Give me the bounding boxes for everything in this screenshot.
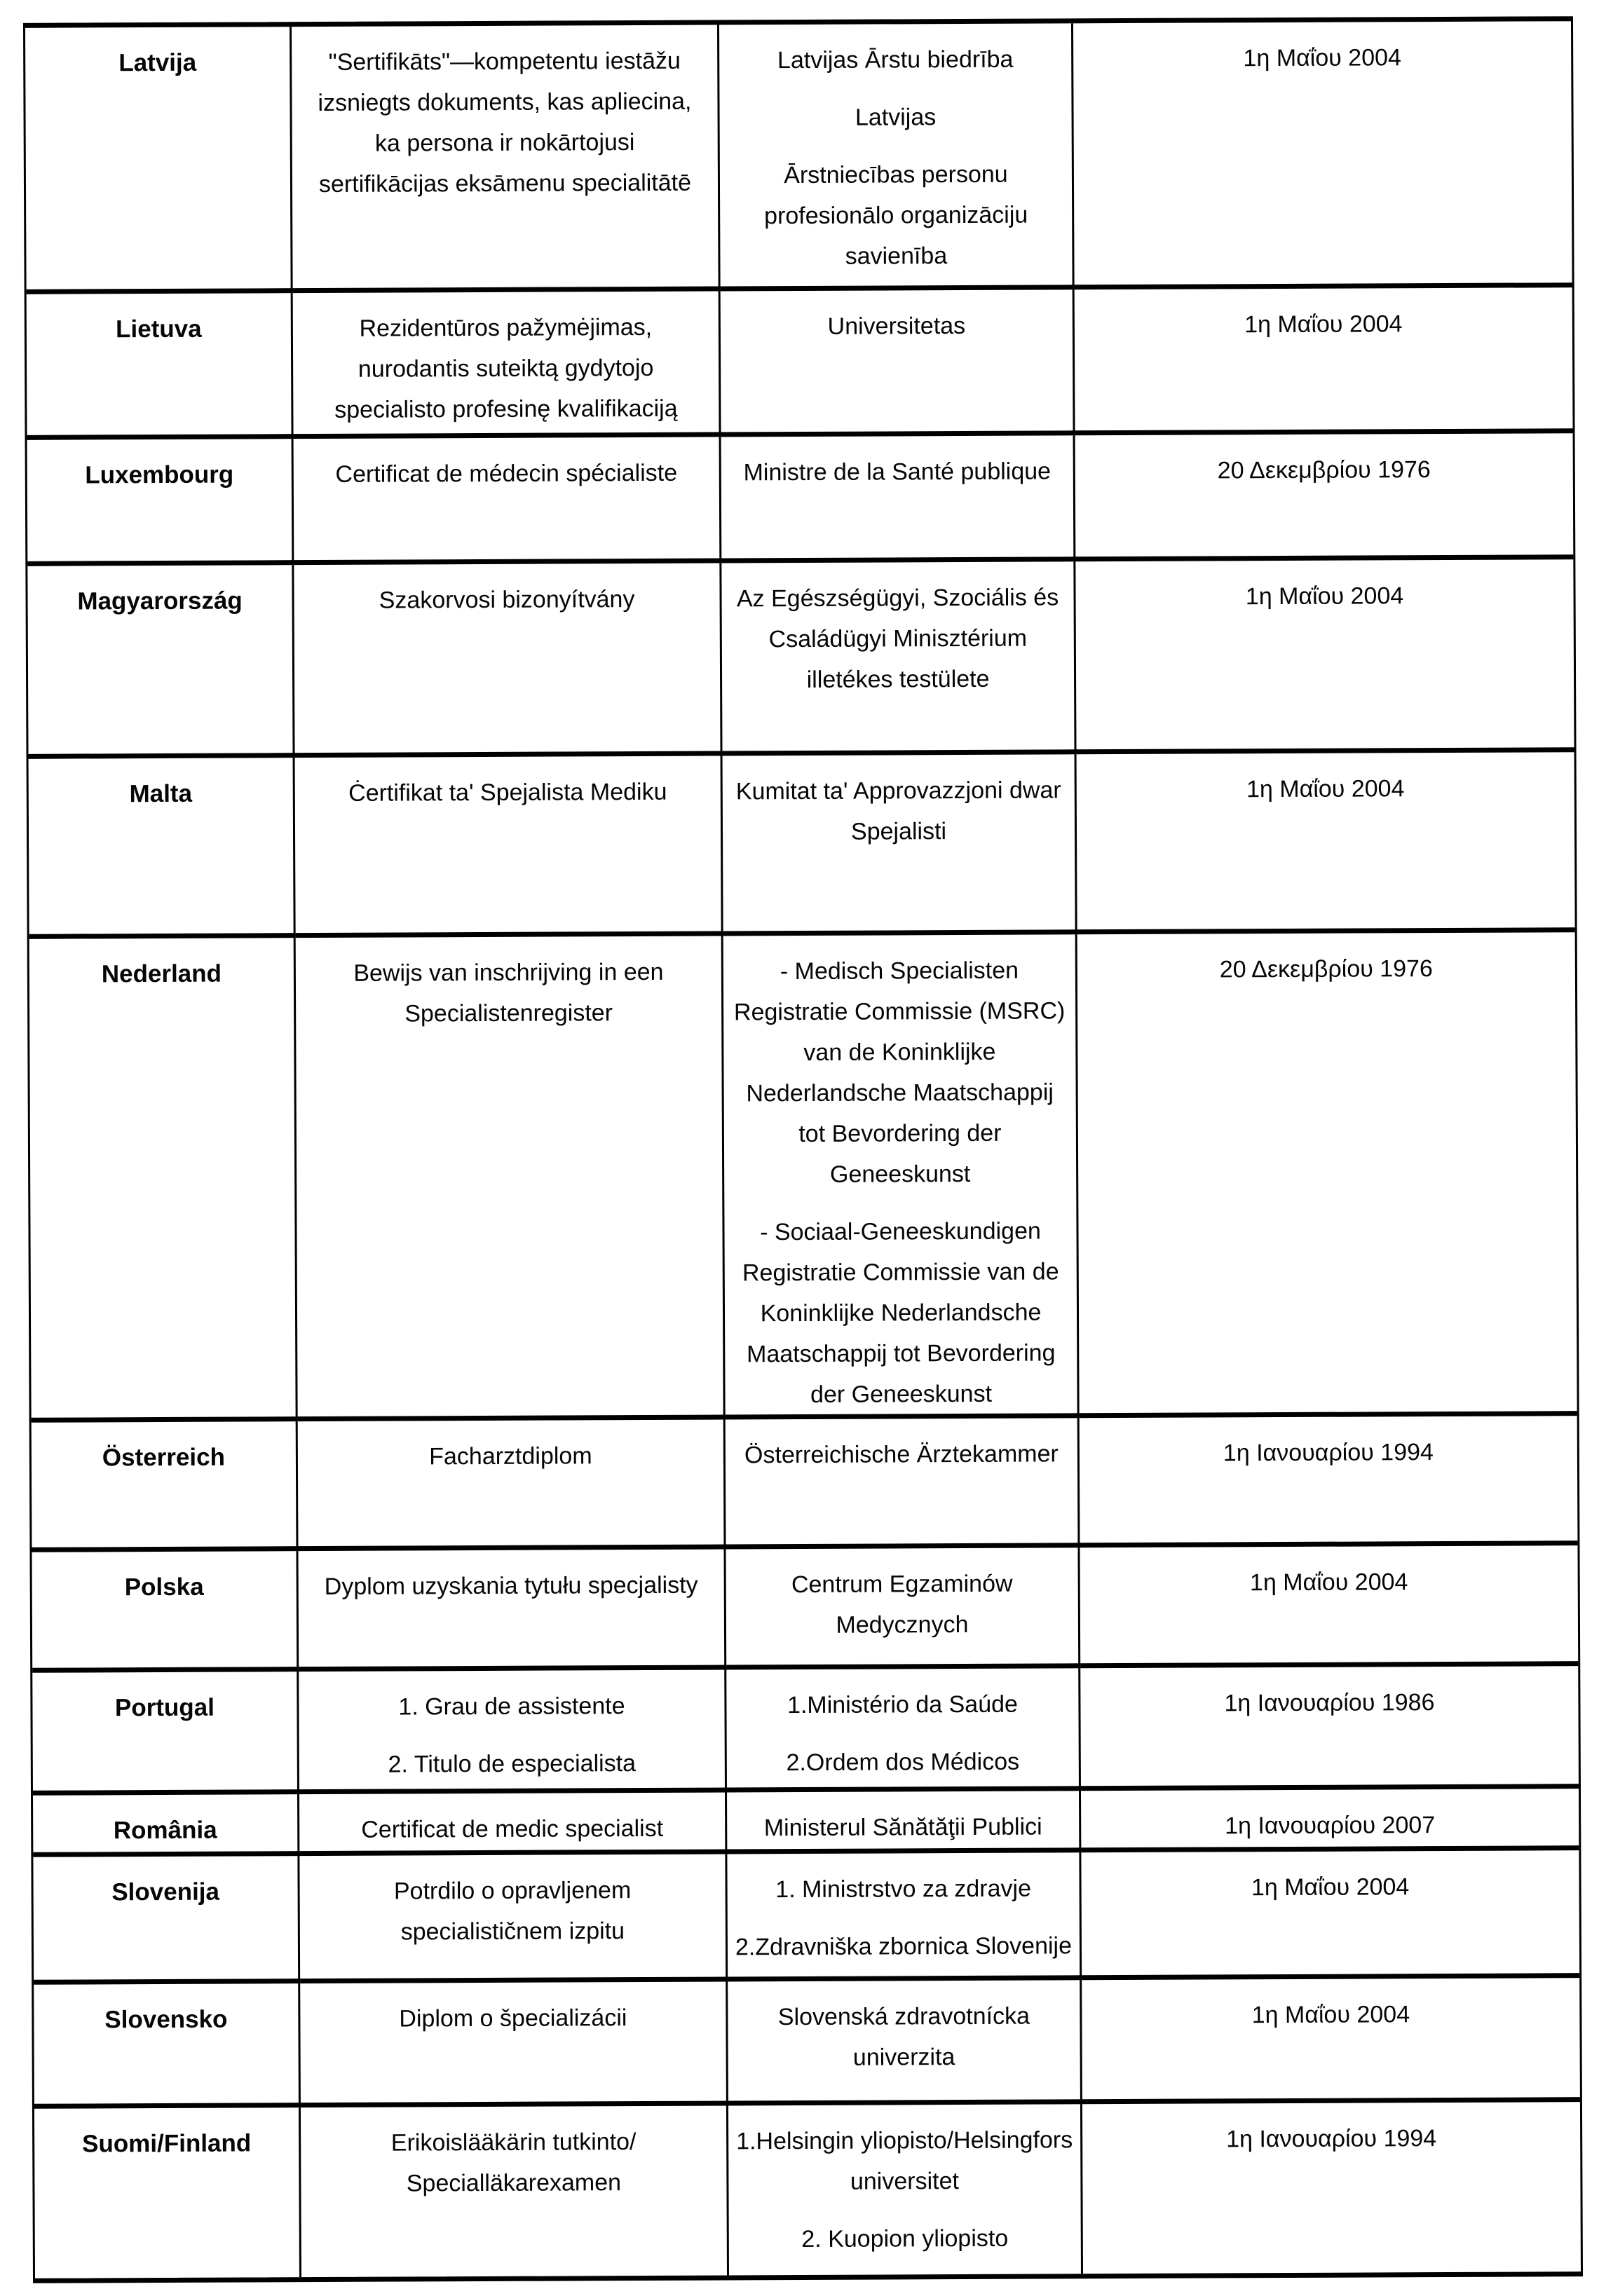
awarding-body-line-block	[728, 1995, 1080, 2078]
awarding-body-line: 1.Helsingin yliopisto/Helsingfors	[736, 2126, 1073, 2155]
country-cell	[25, 27, 293, 294]
reference-date-cell	[1075, 433, 1574, 561]
qualification-title-line-block	[299, 1742, 725, 1785]
qualification-title-line: izsniegts dokuments, kas apliecina,	[318, 88, 692, 117]
reference-date: 1η Μαΐου 2004	[1249, 1569, 1408, 1597]
reference-date: 20 Δεκεμβρίου 1976	[1219, 955, 1433, 983]
qualification-title-cell	[298, 1549, 726, 1672]
qualification-title-line-block	[294, 453, 719, 496]
country-name: Slovenija	[111, 1878, 220, 1906]
qualification-title-cell	[294, 437, 722, 566]
awarding-body-cell	[726, 1547, 1080, 1669]
awarding-body-line: Nederlandsche Maatschappij	[746, 1079, 1054, 1107]
reference-date: 1η Μαΐου 2004	[1251, 1873, 1410, 1901]
awarding-body-line: Az Egészségügyi, Szociális és	[736, 584, 1059, 613]
reference-date-cell	[1080, 1416, 1578, 1547]
awarding-body-line-block	[724, 1210, 1077, 1415]
awarding-body-line-block	[721, 451, 1073, 493]
awarding-body-line: Österreichische Ärztekammer	[744, 1440, 1059, 1469]
country-name: Polska	[124, 1573, 204, 1601]
awarding-body-cell	[726, 1418, 1080, 1549]
qualification-title-line: specialisto profesinę kvalifikaciją	[334, 395, 678, 423]
country-cell	[34, 1983, 301, 2109]
country-name: Lietuva	[116, 315, 202, 343]
awarding-body-line: Geneeskunst	[829, 1160, 971, 1188]
reference-date: 1η Ιανουαρίου 2007	[1225, 1812, 1436, 1840]
awarding-body-line: Slovenská zdravotnícka	[777, 2002, 1030, 2031]
awarding-body-line: 2.Ordem dos Médicos	[786, 1748, 1020, 1777]
reference-date: 20 Δεκεμβρίου 1976	[1217, 456, 1431, 484]
qualification-title-line-block	[296, 952, 722, 1035]
qualification-title-line: Rezidentūros pažymėjimas,	[359, 313, 653, 342]
qualification-title-line-block	[294, 579, 719, 622]
reference-date-cell	[1082, 2102, 1581, 2274]
country-name: Magyarország	[77, 587, 243, 615]
awarding-body-line: Ārstniecības personu	[784, 160, 1008, 189]
awarding-body-cell	[721, 435, 1076, 563]
qualification-title-line: Certificat de médecin spécialiste	[335, 459, 678, 488]
country-cell	[27, 565, 294, 759]
qualification-title-line-block	[299, 1685, 724, 1728]
awarding-body-line: Ministre de la Santé publique	[743, 458, 1052, 486]
country-cell	[33, 1794, 299, 1857]
qualification-title-cell	[296, 936, 726, 1421]
awarding-body-line: Kumitat ta' Approvazzjoni dwar	[735, 777, 1061, 805]
qualification-title-line-block	[298, 1435, 723, 1478]
awarding-body-line: tot Bevordering der	[798, 1119, 1002, 1148]
awarding-body-line: Universitetas	[827, 312, 966, 340]
awarding-body-cell	[723, 934, 1080, 1419]
awarding-body-line: profesionālo organizāciju	[764, 201, 1028, 230]
qualification-title-cell	[298, 1419, 726, 1551]
country-name: Slovensko	[104, 2005, 228, 2034]
qualification-title-line-block	[295, 772, 721, 814]
awarding-body-line: Koninklijke Nederlandsche	[760, 1299, 1042, 1327]
awarding-body-cell	[719, 23, 1075, 291]
awarding-body-line: Maatschappij tot Bevordering	[747, 1339, 1056, 1368]
awarding-body-line-block	[726, 1433, 1077, 1475]
qualification-title-line: Bewijs van inschrijving in een	[353, 958, 664, 987]
awarding-body-line-block	[720, 153, 1073, 277]
awarding-body-cell	[728, 2104, 1083, 2275]
qualification-title-line-block	[292, 41, 718, 205]
qualification-title-cell	[294, 563, 722, 758]
qualification-title-line: "Sertifikāts"—kompetentu iestāžu	[328, 47, 681, 76]
country-cell	[34, 2107, 301, 2278]
awarding-body-line-block	[727, 1806, 1079, 1848]
awarding-body-line: Registratie Commissie (MSRC)	[733, 997, 1066, 1026]
awarding-body-line-block	[726, 1563, 1079, 1646]
qualification-title-line: sertifikācijas eksāmenu specialitātē	[318, 169, 692, 198]
reference-date: 1η Μαΐου 2004	[1251, 2001, 1410, 2029]
qualification-title-line: 1. Grau de assistente	[398, 1693, 625, 1721]
qualification-title-line: 2. Titulo de especialista	[388, 1750, 637, 1778]
awarding-body-cell	[728, 1980, 1082, 2105]
awarding-body-line: savienība	[845, 242, 948, 270]
awarding-body-line: Spejalisti	[850, 818, 947, 845]
country-name: Suomi/Finland	[82, 2129, 252, 2158]
qualification-title-cell	[293, 292, 721, 439]
awarding-body-line-block	[729, 2218, 1081, 2260]
awarding-body-line-block	[726, 1683, 1078, 1726]
country-name: Malta	[129, 779, 193, 808]
qualifications-table	[23, 16, 1583, 2283]
reference-date: 1η Ιανουαρίου 1994	[1226, 2125, 1437, 2153]
reference-date: 1η Μαΐου 2004	[1246, 775, 1405, 803]
reference-date-cell	[1075, 287, 1573, 435]
awarding-body-line: illetékes testülete	[806, 665, 990, 693]
awarding-body-line: 1.Ministério da Saúde	[787, 1690, 1018, 1719]
awarding-body-line: van de Koninklijke	[803, 1038, 996, 1066]
qualification-title-line: ka persona ir nokārtojusi	[374, 129, 635, 157]
awarding-body-line: Családügyi Minisztérium	[768, 624, 1028, 653]
qualification-title-line: Specialläkarexamen	[406, 2169, 622, 2197]
qualification-title-line: Szakorvosi bizonyítvány	[379, 586, 635, 614]
qualification-title-line-block	[300, 1997, 726, 2039]
awarding-body-cell	[727, 1791, 1081, 1854]
awarding-body-line: Latvijas	[855, 104, 937, 131]
qualification-title-line: Diplom o špecializácii	[399, 2004, 627, 2032]
qualification-title-line: Specialistenregister	[404, 999, 613, 1027]
country-cell	[29, 938, 298, 1423]
qualification-title-cell	[299, 1669, 727, 1794]
country-cell	[33, 1856, 300, 1985]
reference-date-cell	[1077, 932, 1577, 1418]
country-name: Luxembourg	[85, 460, 234, 489]
reference-date-cell	[1081, 1850, 1579, 1980]
awarding-body-line: der Geneeskunst	[810, 1380, 993, 1408]
qualification-title-cell	[295, 756, 723, 938]
country-cell	[27, 293, 294, 440]
country-name: Latvija	[118, 48, 197, 77]
reference-date: 1η Μαΐου 2004	[1244, 310, 1403, 339]
awarding-body-line: 1. Ministrstvo za zdravje	[775, 1875, 1032, 1904]
qualification-title-line-block	[299, 1869, 726, 1953]
qualification-title-line-block	[299, 1564, 724, 1607]
awarding-body-cell	[721, 561, 1076, 756]
awarding-body-line: 2.Zdravniška zbornica Slovenije	[735, 1932, 1073, 1961]
qualification-title-cell	[292, 25, 721, 294]
awarding-body-cell	[721, 289, 1075, 437]
awarding-body-line: Centrum Egzaminów	[791, 1570, 1013, 1599]
qualification-title-line: nurodantis suteiktą gydytojo	[358, 354, 654, 383]
awarding-body-cell	[727, 1852, 1082, 1981]
awarding-body-line: Latvijas Ārstu biedrība	[777, 46, 1014, 74]
qualification-title-line: Ċertifikat ta' Spejalista Mediku	[348, 778, 667, 807]
awarding-body-line: - Medisch Specialisten	[780, 957, 1019, 985]
country-cell	[32, 1551, 299, 1673]
country-name: România	[113, 1816, 217, 1845]
awarding-body-line-block	[719, 39, 1071, 81]
awarding-body-line: universitet	[850, 2168, 959, 2195]
reference-date-cell	[1075, 559, 1574, 754]
awarding-body-line: Registratie Commissie van de	[742, 1258, 1059, 1287]
reference-date-cell	[1077, 752, 1575, 934]
qualification-title-cell	[299, 1792, 727, 1856]
qualification-title-line-block	[293, 307, 719, 431]
reference-date: 1η Ιανουαρίου 1994	[1223, 1439, 1434, 1467]
country-cell	[29, 758, 296, 939]
qualification-title-line-block	[299, 1808, 725, 1850]
qualification-title-line: Dyplom uzyskania tytułu specjalisty	[324, 1571, 698, 1600]
awarding-body-line: univerzita	[852, 2044, 955, 2071]
awarding-body-line: 2. Kuopion yliopisto	[801, 2225, 1009, 2253]
reference-date-cell	[1082, 1978, 1580, 2104]
country-name: Nederland	[101, 959, 222, 988]
awarding-body-line: - Sociaal-Geneeskundigen	[760, 1217, 1041, 1246]
qualification-title-line: Potrdilo o opravljenem	[393, 1877, 632, 1905]
awarding-body-cell	[723, 754, 1077, 936]
qualification-title-line: Facharztdiplom	[429, 1442, 592, 1470]
awarding-body-line: Medycznych	[836, 1611, 969, 1639]
qualification-title-cell	[299, 1854, 728, 1983]
reference-date: 1η Μαΐου 2004	[1245, 582, 1404, 610]
awarding-body-line-block	[721, 577, 1074, 700]
reference-date-cell	[1080, 1545, 1578, 1668]
reference-date: 1η Μαΐου 2004	[1243, 44, 1401, 72]
qualification-title-line: Certificat de medic specialist	[361, 1815, 664, 1843]
awarding-body-line-block	[723, 950, 1077, 1195]
country-cell	[27, 439, 294, 566]
reference-date: 1η Ιανουαρίου 1986	[1224, 1689, 1435, 1717]
qualification-title-line: specialističnem izpitu	[400, 1918, 625, 1946]
qualification-title-cell	[301, 2105, 729, 2277]
awarding-body-line-block	[721, 305, 1073, 347]
country-name: Österreich	[102, 1443, 226, 1472]
country-cell	[32, 1421, 299, 1552]
country-name: Portugal	[114, 1693, 215, 1722]
qualification-title-line: Erikoislääkärin tutkinto/	[390, 2128, 637, 2157]
awarding-body-line-block	[728, 1925, 1080, 1967]
qualification-title-cell	[300, 1981, 728, 2107]
awarding-body-cell	[726, 1668, 1081, 1792]
awarding-body-line-block	[727, 1741, 1079, 1783]
awarding-body-line-block	[728, 2119, 1081, 2202]
awarding-body-line-block	[719, 96, 1071, 138]
reference-date-cell	[1081, 1789, 1579, 1852]
awarding-body-line: Ministerul Sănătăţii Publici	[763, 1813, 1042, 1842]
qualification-title-line-block	[301, 2121, 727, 2204]
country-cell	[32, 1672, 299, 1796]
reference-date-cell	[1073, 21, 1572, 289]
reference-date-cell	[1080, 1666, 1579, 1791]
awarding-body-line-block	[723, 770, 1075, 852]
awarding-body-line-block	[727, 1868, 1079, 1910]
